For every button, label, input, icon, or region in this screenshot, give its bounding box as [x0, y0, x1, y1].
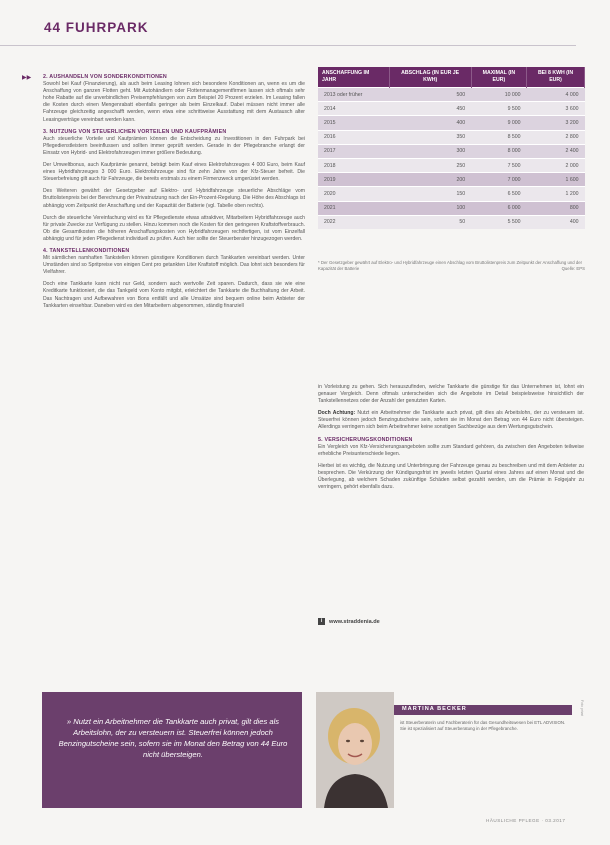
- paragraph: Auch steuerliche Vorteile und Kaufprämien können die Entscheidung zu Investitionen in den Fuhrpark bei Pflegedienstleistern beeinflussen und sollten immer geprüft werden. Gerade in der Pflegebranche erlangt der Einsatz von Hybrid- und Elektrofahrzeugen immer größere Bedeutung.: [43, 135, 305, 156]
- table-cell: 6 000: [471, 201, 526, 215]
- paragraph-text: Nutzt ein Arbeitnehmer die Tankkarte auch privat, gilt dies als Arbeitslohn, der zu versteuern ist. Steuerfrei können jedoch Benzingutscheine sein, sofern sie im Monat den Betrag von 44 Euro nicht übersteigen. Allerdings verringern sich beim Arbeitnehmer keine sonstigen Sachbezüge aus dem Wertungsgutschein.: [318, 410, 584, 431]
- table-cell: 150: [389, 187, 471, 201]
- photo-credit: Foto: privat: [580, 700, 584, 716]
- footnote-source: Quelle: EPS: [561, 266, 585, 271]
- table-cell: 200: [389, 173, 471, 187]
- author-photo: [316, 692, 394, 808]
- table-header-row: [318, 67, 585, 88]
- table-row: [318, 173, 585, 187]
- table-cell: 100: [389, 201, 471, 215]
- table-cell: 1 600: [527, 173, 585, 187]
- table-footnote: [318, 260, 585, 272]
- table-cell: 450: [389, 102, 471, 116]
- right-column: [318, 384, 584, 496]
- table-row: [318, 130, 585, 144]
- table-row: [318, 102, 585, 116]
- paragraph: Durch die steuerliche Vereinfachung wird es für Pflegedienste etwas attraktiver, Mitarbeitern Hybridfahrzeuge auch für private Zwecke zur Verfügung zu stellen. Hinzu kommen noch die Kosten für den geringeren Kraftstoffverbrauch. Ob die Gesamtkosten die höheren Anschaffungskosten von Hybridfahrzeugen rechtfertigen, ist vom Einzelfall abhängig und für jeden Pflegedienst individuell zu prüfen. Auch hier sollte der Steuerberater hinzugezogen werden.: [43, 214, 305, 242]
- table-cell: 8 500: [471, 130, 526, 144]
- table-cell: 2021: [318, 201, 389, 215]
- paragraph: in Vorleistung zu gehen. Sich herauszufinden, welche Tankkarte die günstige für das Unternehmen ist, lohnt ein genauer Vergleich. Denn oftmals unterscheiden sich die Angebote im Detail beispielsweise hinsichtlich der Tankstellennetzes oder der Anzahl der genutzten Karten.: [318, 384, 584, 405]
- table-cell: 800: [527, 201, 585, 215]
- left-column: [43, 74, 305, 315]
- table-row: [318, 158, 585, 172]
- web-link-text[interactable]: www.straddenia.de: [329, 618, 380, 625]
- footnote-text: * Der Gesetzgeber gewährt auf Elektro- und Hybridfahrzeuge einen Abschlag vom Bruttolistenpreis zum Zeitpunkt der Anschaffung und der Kapazität der Batterie: [318, 260, 583, 271]
- table-cell: 9 500: [471, 102, 526, 116]
- section-title: 44 FUHRPARK: [44, 20, 149, 35]
- paragraph-lead: Doch Achtung:: [318, 410, 356, 417]
- table-cell: 2018: [318, 158, 389, 172]
- table-cell: 2015: [318, 116, 389, 130]
- table-cell: 400: [389, 116, 471, 130]
- page-folio: HÄUSLICHE PFLEGE · 03.2017: [486, 818, 566, 823]
- table-cell: 8 000: [471, 144, 526, 158]
- table-row: [318, 144, 585, 158]
- table-cell: 7 500: [471, 158, 526, 172]
- table-row: [318, 187, 585, 201]
- table-row: [318, 88, 585, 102]
- table-cell: 2 400: [527, 144, 585, 158]
- table-cell: 300: [389, 144, 471, 158]
- table-cell: 9 000: [471, 116, 526, 130]
- table-cell: 2019: [318, 173, 389, 187]
- author-portrait-icon: [316, 692, 394, 808]
- table-cell: 400: [527, 215, 585, 229]
- heading-3: 3. NUTZUNG VON STEUERLICHEN VORTEILEN UND KAUFPRÄMIEN: [43, 128, 227, 135]
- heading-2: 2. AUSHANDELN VON SONDERKONDITIONEN: [43, 74, 167, 80]
- paragraph: Sowohl bei Kauf (Finanzierung), als auch beim Leasing lohnen sich besondere Konditionen an, wenn es um die Anschaffung von ganzen Flotten geht. Mit Autohändlern oder Flottenmanagementfirmen lassen sich oftmals sehr hohe Rabatte auf die unverbindlichen Preisempfehlungen von zum Beispiel 20 Prozent erzielen. Im Leasing fallen die Kosten durch einen Mengenrabatt ebenfalls geringer als beim Einzelkauf. Dabei müssen nicht immer alle Fahrzeuge gleichzeitig angeschafft werden, wenn etwa eine schrittweise Ausstattung mit dem Austausch alter Leasingverträge vereinbart werden kann.: [43, 81, 305, 123]
- paragraph: Ein Vergleich von Kfz-Versicherungsangeboten sollte zum Standard gehören, da zwischen den Angeboten teilweise erhebliche Preisunterschiede liegen.: [318, 443, 584, 457]
- table-cell: 2020: [318, 187, 389, 201]
- table-cell: 4 000: [527, 88, 585, 102]
- heading-4: 4. TANKSTELLENKONDITIONEN: [43, 247, 130, 254]
- globe-icon: i: [318, 618, 325, 625]
- table-header: ABSCHLAG (IN EUR JE KWH): [389, 67, 471, 88]
- web-link[interactable]: [318, 618, 380, 625]
- table-row: [318, 201, 585, 215]
- paragraph: Der Umweltbonus, auch Kaufprämie genannt, beträgt beim Kauf eines Elektrofahrzeuges 4 000 Euro, beim Kauf eines Hybridfahrzeuges 3 000 Euro. Elektrofahrzeuge sind für zehn Jahre von der Kfz-Steuer befreit. Die Steuerbefreiung gilt auch für Fahrzeuge, die bereits erstmals zu einem Firmenzweck umgerüstet werden.: [43, 162, 305, 183]
- table-cell: 2 800: [527, 130, 585, 144]
- table-cell: 10 000: [471, 88, 526, 102]
- table-cell: 2022: [318, 215, 389, 229]
- table-cell: 7 000: [471, 173, 526, 187]
- table-cell: 3 200: [527, 116, 585, 130]
- table-cell: 5 500: [471, 215, 526, 229]
- table-header: BEI 8 KWH (IN EUR): [527, 67, 585, 88]
- table-cell: 2016: [318, 130, 389, 144]
- author-name: MARTINA BECKER: [402, 706, 467, 712]
- table-cell: 2017: [318, 144, 389, 158]
- heading-5: 5. VERSICHERUNGSKONDITIONEN: [318, 436, 413, 443]
- paragraph: [318, 410, 584, 431]
- header-divider: [0, 45, 576, 46]
- table-row: [318, 215, 585, 229]
- table-cell: 500: [389, 88, 471, 102]
- table-row: [318, 116, 585, 130]
- table-cell: 250: [389, 158, 471, 172]
- table-header: MAXIMAL (IN EUR): [471, 67, 526, 88]
- paragraph: Hierbei ist es wichtig, die Nutzung und Unterbringung der Fahrzeuge genau zu beschreiben und mit dem Anbieter zu besprechen. Die Verkürzung der Kündigungsfrist im jeweils letzten Quartal eines Jahres auf einen Monat und die Überlegung, ab welchem Schaden zukünftige Schäden selbst gezahlt werden, um die Prämie in Folgejahr zu verringern, gehört ebenfalls dazu.: [318, 462, 584, 491]
- pull-quote: » Nutzt ein Arbeitnehmer die Tankkarte auch privat, gilt dies als Arbeitslohn, der zu versteuern ist. Steuerfrei können jedoch Benzingutscheine sein, sofern sie im Monat den Betrag von 44 Euro nicht übersteigen.: [58, 717, 288, 759]
- paragraph: Doch eine Tankkarte kann nicht nur Geld, sondern auch wertvolle Zeit sparen. Dadurch, dass sie wie eine Kreditkarte funktioniert, die das Tankgeld vom Konto mitgibt, erleichtert die Tankkarte die Buchhaltung der Arbeit. Das Nachtragen und Aufbewahren von Bons entfällt und alle Umsätze sind bequem online beim Anbieter der Tankkarten einsehbar. Daneben wird es den Mitarbeitern abgenommen, ständig finanziell: [43, 281, 305, 309]
- discount-table: [318, 67, 585, 229]
- table-cell: 50: [389, 215, 471, 229]
- table-cell: 2014: [318, 102, 389, 116]
- table-cell: 2 000: [527, 158, 585, 172]
- continue-arrow-icon: ▶▶: [22, 75, 32, 81]
- table-cell: 2013 oder früher: [318, 88, 389, 102]
- table-header: ANSCHAFFUNG IM JAHR: [318, 67, 389, 88]
- table-cell: 6 500: [471, 187, 526, 201]
- table-cell: 3 600: [527, 102, 585, 116]
- table-cell: 1 200: [527, 187, 585, 201]
- paragraph: Des Weiteren gewährt der Gesetzgeber auf Elektro- und Hybridfahrzeuge steuerliche Abschläge vom Bruttolistenpreis bei der Berechnung der Privatnutzung nach der Ein-Prozent-Regelung. Die Höhe des Abschlags ist abhängig vom Zeitpunkt der Anschaffung und der Kapazität der Batterie (vgl. Tabelle oben rechts).: [43, 188, 305, 209]
- author-bio: ist Steuerberaterin und Fachberaterin für das Gesundheitswesen bei ETL ADVISION. Sie ist spezialisiert auf Steuerberatung in der Pflegebranche.: [400, 720, 566, 732]
- table-cell: 350: [389, 130, 471, 144]
- paragraph: Mit sämtlichen namhaften Tankstellen können günstigere Konditionen durch Tankkarten vereinbart werden. Unter Umständen sind so Spritpreise von einigen Cent pro getankten Liter Kraftstoff möglich. Das lohnt sich besonders für Vielfahrer.: [43, 255, 305, 276]
